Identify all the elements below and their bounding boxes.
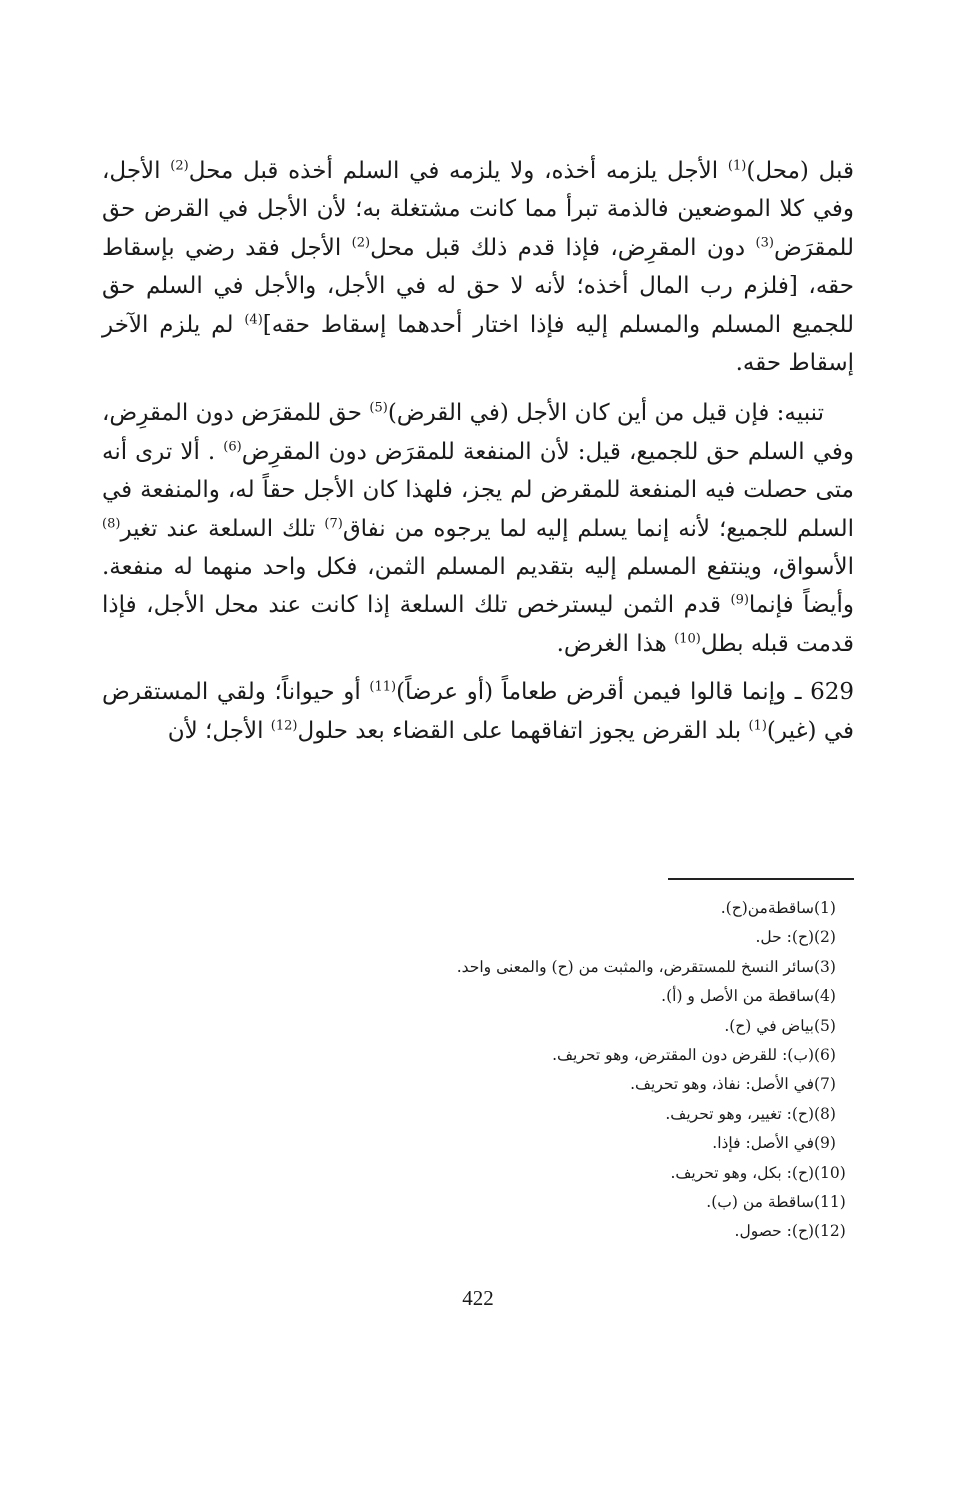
footnotes [110,894,850,1247]
footnote [110,1070,850,1099]
footnote-number: (6) [814,1046,836,1065]
footnote-text: ساقطة من (ب). [706,1193,814,1212]
text-run: الأجل يلزمه أخذه، ولا يلزمه في السلم أخذه قبل محل [188,158,728,184]
footnote-text: ساقطةمن(ح). [720,899,814,917]
text-run: حق للمقرَض دون المقرِض، وفي السلم حق للجميع، قيل: لأن المنفعة للمقرَض دون المقرِض [102,400,855,465]
text-run: أو حيواناً؛ ولقي المستقرض في (غير) [102,679,854,744]
footnote-ref: (3) [755,235,774,251]
footnote-number: (12) [814,1222,846,1241]
footnote-text: (ح): تغيير، وهو تحريف. [665,1104,814,1123]
footnote-ref: (1) [748,718,767,734]
footnote-text: (ح): حصول. [734,1222,814,1241]
footnote-ref: (5) [369,400,388,416]
footnote [110,1217,850,1246]
footnote-number: (10) [814,1163,846,1182]
footnote-separator [668,878,854,880]
footnote-text: ساقطة من الأصل و (أ). [661,987,814,1006]
footnote-number: (9) [814,1134,836,1153]
footnote-ref: (8) [102,516,121,531]
footnote-text: (ح): حل. [755,928,814,947]
footnote [110,1012,850,1041]
main-text [102,152,854,750]
footnote-ref: (11) [369,679,397,695]
text-run: دون المقرِض، فإذا قدم ذلك قبل محل [370,234,756,261]
footnote [110,923,850,952]
text-run: الأجل؛ لأن [167,717,271,744]
text-run: 629 ـ وإنما قالوا فيمن أقرض طعاماً (أو عرضاً) [396,679,854,706]
footnote-number: (3) [814,957,836,976]
footnote-number: (5) [814,1016,836,1035]
text-run: بلد القرض يجوز اتفاقهما على القضاء بعد حلول [297,717,749,744]
footnote-ref: (4) [244,311,263,327]
footnote-text: (ح): بكل، وهو تحريف. [670,1163,814,1182]
footnote [110,1100,850,1129]
text-run: قدم الثمن ليسترخص تلك السلعة إذا كانت عند محل الأجل، فإذا قدمت قبله بطل [102,592,854,657]
footnote-text: (ب): للقرض دون المقترض، وهو تحريف. [552,1046,814,1065]
footnote [110,894,850,923]
page-number: 422 [462,1286,494,1310]
footnote [110,1159,850,1188]
footnote-ref: (6) [223,439,242,455]
text-run: . ألا ترى أنه متى حصلت فيه المنفعة للمقرض لم يجز، فلهذا كان الأجل حقاً له، والمنفعة في السلم للجميع؛ لأنه إنما يسلم إليه لما يرجوه من نفاق [102,438,854,542]
paragraph-2 [102,394,854,663]
footnote-number: (11) [814,1193,846,1212]
footnote-number: (7) [814,1075,836,1094]
footnote [110,1129,850,1158]
footnote-number: (4) [814,987,836,1006]
text-run: الأجل فقد رضي بإسقاط حقه، [فلزم رب المال أخذه؛ لأنه لا حق له في الأجل، والأجل في السلم حق للجميع المسلم والمسلم إليه فإذا اختار أحدهما إسقاط حقه] [102,234,854,338]
text-run: تنبيه: فإن قيل من أين كان الأجل (في القرض) [387,400,824,427]
paragraph-1 [102,152,854,382]
footnote [110,953,850,982]
footnote-ref: (2) [170,158,189,174]
footnote-text: سائر النسخ للمستقرض، والمثبت من (ح) والمعنى واحد. [456,957,814,976]
footnote-ref: (2) [351,235,371,251]
footnote-ref: (10) [674,631,701,647]
text-run: هذا الغرض. [556,630,675,657]
footnote-text: بياض في (ح). [724,1016,814,1035]
footnote-ref: (9) [730,592,749,608]
footnote [110,982,850,1011]
footnote-text: في الأصل: نفاذ، وهو تحريف. [630,1075,814,1094]
text-run: قبل (محل) [746,158,854,184]
footnote-ref: (7) [324,516,343,531]
text-run: الأجل، وفي كلا الموضعين فالذمة تبرأ مما كانت مشتغلة به؛ لأن الأجل في القرض حق للمقرَض [102,158,854,261]
footnote-ref: (12) [270,718,298,734]
paragraph-629 [102,673,854,750]
text-run: تلك السلعة عند تغير [120,515,325,542]
footnote-number: (1) [814,899,836,917]
footnote-number: (8) [814,1104,836,1123]
text-run: الأسواق، وينتفع المسلم إليه بتقديم المسلم الثمن، فكل واحد منهما له منفعة. وأيضاً فإنما [102,554,854,619]
footnote-text: في الأصل: فإذا. [712,1134,814,1153]
text-run: لم يلزم الآخر إسقاط حقه. [102,311,854,377]
footnote-number: (2) [814,928,836,947]
footnote [110,1188,850,1217]
footnote [110,1041,850,1070]
footnote-ref: (1) [727,158,747,174]
